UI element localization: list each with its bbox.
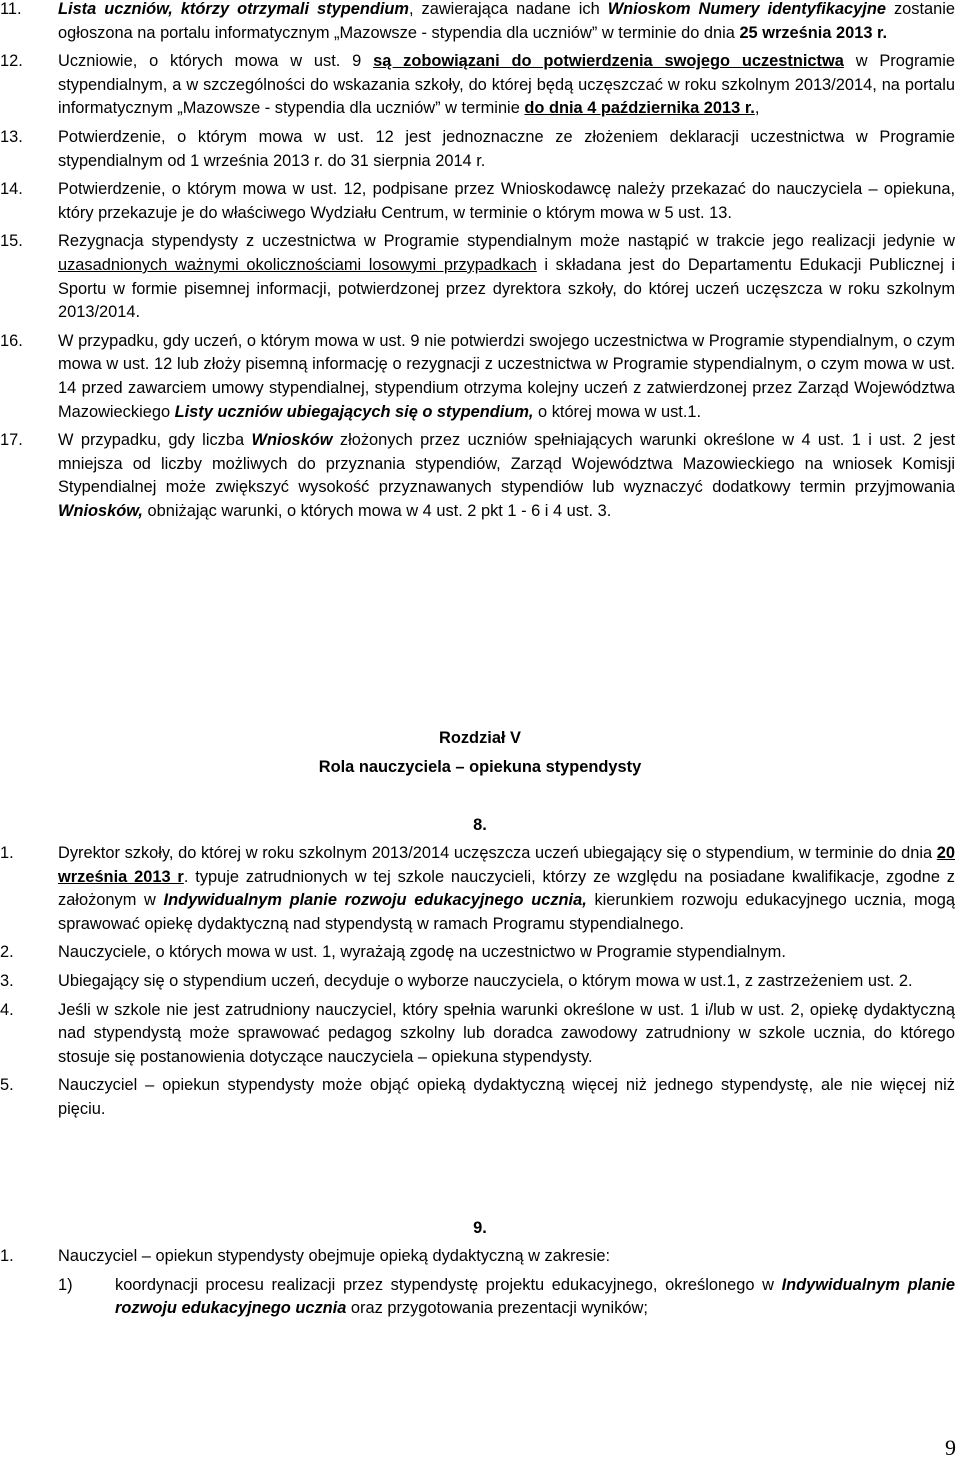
list-item [0,842,960,936]
item-text: zostanie ogłoszona na portalu informatycznym „Mazowsze - stypendia dla uczniów” w terminie do dnia [58,0,956,42]
item-text: obniżając warunki, o których mowa w 4 ust. 2 pkt 1 - 6 i 4 ust. 3. [143,501,612,520]
item-number: 12. [0,52,23,71]
chapter-title: Rozdział V [439,729,521,747]
section-9-heading: 9. [473,1219,487,1237]
item-text: Potwierdzenie, o którym mowa w ust. 12 jest jednoznaczne ze złożeniem deklaracji uczestnictwa w Programie stypendialnym od 1 września 2013 r. do 31 sierpnia 2014 r. [58,127,955,170]
item-text: Dyrektor szkoły, do której w roku szkolnym 2013/2014 uczęszcza uczeń ubiegający się o stypendium, w terminie do dnia [58,844,937,862]
list-item [0,126,960,173]
list-item [0,970,960,994]
list-item [0,1274,960,1321]
list-item [0,1074,960,1121]
list-item [0,0,960,45]
item-text: w Programie stypendialnym, a w szczególności do wskazania szkoły, do której będą uczęszczać w roku szkolnym 2013/2014, na portalu informatycznym „Mazowsze - stypendia dla uczniów” w terminie [58,52,955,118]
list-items-11-17 [0,0,960,528]
item-text: do dnia 4 października 2013 r. [524,99,755,118]
item-text: Wniosków [251,431,333,450]
item-number: 2. [0,943,14,962]
item-text: Lista uczniów, którzy otrzymali stypendium [58,0,409,18]
item-text: Jeśli w szkole nie jest zatrudniony nauczyciel, który spełnia warunki określone w ust. 1 i/lub w ust. 2, opiekę dydaktyczną nad stypendystą może sprawować pedagog szkolny lub doradca zawodowy zatrudniony w szkole ucznia, do którego stosuje się postanowienia dotyczące nauczyciela – opiekuna stypendysty. [58,1000,955,1066]
chapter-subtitle: Rola nauczyciela – opiekuna stypendysty [318,758,642,776]
list-section-8 [0,842,960,1127]
item-text: Wniosków, [58,501,143,520]
item-number: 16. [0,331,23,350]
item-text: Nauczyciel – opiekun stypendysty może objąć opieką dydaktyczną więcej niż jednego stypendystę, ale nie więcej niż pięciu. [58,1076,955,1118]
item-text: Listy uczniów ubiegających się o stypendium, [174,402,534,421]
item-number: 11. [0,0,22,18]
list-item [0,999,960,1070]
item-text: kierunkiem rozwoju edukacyjnego ucznia, mogą sprawować opiekę dydaktyczną nad stypendystą w ramach Programu stypendialnego. [58,891,955,933]
item-number: 3. [0,971,14,990]
list-item [0,1245,960,1269]
list-item [0,50,960,121]
item-text: Rezygnacja stypendysty z uczestnictwa w Programie stypendialnym może nastąpić w trakcie jego realizacji jedynie w [58,232,955,251]
item-number: 1. [0,844,14,862]
list-section-9 [0,1245,960,1321]
item-text: koordynacji procesu realizacji przez stypendystę projektu edukacyjnego, określonego w [115,1275,782,1294]
item-text: o której mowa w ust.1. [533,402,702,421]
item-number: 14. [0,180,23,199]
item-text: są zobowiązani do potwierdzenia swojego uczestnictwa [373,52,844,71]
item-number: 5. [0,1076,14,1095]
item-number: 4. [0,1000,14,1019]
item-text: Ubiegający się o stypendium uczeń, decyduje o wyborze nauczyciela, o którym mowa w ust.1, z zastrzeżeniem ust. 2. [58,971,913,990]
item-text: złożonych przez uczniów spełniających warunki określone w 4 ust. 1 i ust. 2 jest mniejsza od liczby możliwych do przyznania stypendiów, Zarząd Województwa Mazowieckiego na wniosek Komisji Stypendialnej może zwiększyć wysokość przyznawanych stypendiów lub wyznaczyć dodatkowy termin przyjmowania [58,431,955,497]
item-text: Indywidualnym planie rozwoju edukacyjnego ucznia [115,1275,956,1318]
item-text: . typuje zatrudnionych w tej szkole nauczycieli, którzy ze względu na posiadane kwalifikacje, zgodne z założonym w [58,867,955,910]
item-number: 13. [0,127,23,146]
item-number: 15. [0,232,23,251]
item-text: Potwierdzenie, o którym mowa w ust. 12, podpisane przez Wnioskodawcę należy przekazać do nauczyciela – opiekuna, który przekazuje je do właściwego Wydziału Centrum, w terminie o którym mowa w 5 ust. 13. [58,180,955,222]
item-number: 1. [0,1247,14,1265]
item-text: , [754,99,760,118]
item-text: W przypadku, gdy uczeń, o którym mowa w ust. 9 nie potwierdzi swojego uczestnictwa w Programie stypendialnym, o czym mowa w ust. 12 lub złoży pisemną informację o rezygnacji z uczestnictwa w Programie stypendialnym, o czym mowa w ust. 14 przed zawarciem umowy stypendialnej, stypendium otrzyma kolejny uczeń z zatwierdzonej przez Zarząd Województwa Mazowieckiego [58,331,955,421]
item-number: 17. [0,431,23,450]
item-text: Nauczyciel – opiekun stypendysty obejmuje opieką dydaktyczną w zakresie: [58,1247,611,1265]
item-text: oraz przygotowania prezentacji wyników; [346,1299,648,1318]
list-item [0,230,960,324]
item-text: , zawierająca nadane ich [409,0,608,18]
page-number: 9 [945,1435,956,1460]
item-text: i składana jest do Departamentu Edukacji Publicznej i Sportu w formie pisemnej informacji, potwierdzonej przez dyrektora szkoły, do której uczeń uczęszcza w roku szkolnym 2013/2014. [58,255,955,322]
list-item [0,330,960,424]
item-text: 20 września 2013 r [58,844,955,886]
item-text: 25 września 2013 r. [739,23,888,42]
item-text: Indywidualnym planie rozwoju edukacyjnego ucznia, [163,891,587,910]
list-item [0,178,960,225]
item-text: Nauczyciele, o których mowa w ust. 1, wyrażają zgodę na uczestnictwo w Programie stypendialnym. [58,943,786,962]
section-8-heading: 8. [473,816,487,834]
item-number: 1) [58,1275,73,1294]
item-text: uzasadnionych ważnymi okolicznościami losowymi przypadkach [58,255,537,274]
item-text: Wnioskom Numery identyfikacyjne [607,0,886,18]
item-text: Uczniowie, o których mowa w ust. 9 [58,52,374,71]
list-item [0,429,960,523]
list-item [0,941,960,965]
item-text: W przypadku, gdy liczba [58,431,252,450]
